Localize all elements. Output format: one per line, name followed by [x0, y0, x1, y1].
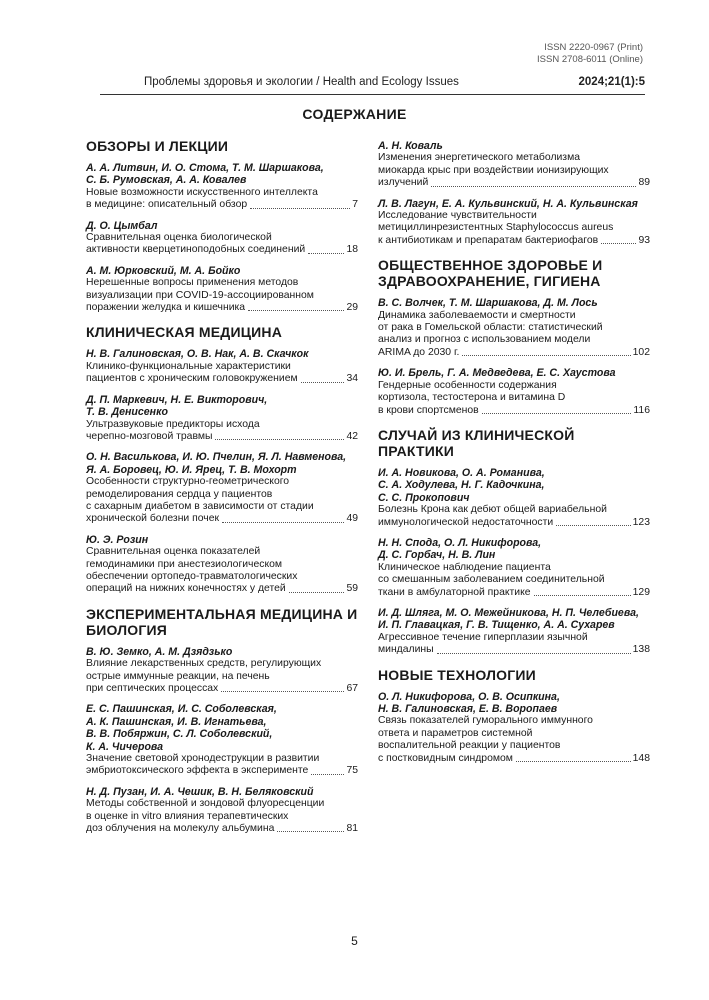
contents-title: СОДЕРЖАНИЕ	[302, 106, 407, 122]
entry-authors: Д. П. Маркевич, Н. Е. Викторович,	[86, 393, 268, 406]
entry-title-line: доз облучения на молекулу альбумина	[86, 823, 275, 835]
entry-title-line: Болезнь Крона как дебют общей вариабельной	[378, 504, 607, 516]
dot-leader	[482, 413, 632, 414]
issn-block	[537, 42, 643, 66]
entry-title-line: Особенности структурно-геометрического	[86, 476, 290, 488]
entry-title-line: в оценке in vitro влияния терапевтических	[86, 810, 289, 822]
journal-title: Проблемы здоровья и экологии / Health and Ecology Issues	[144, 76, 459, 88]
entry-title-line: Клинико-функциональные характеристики	[86, 360, 291, 372]
entry-last-line-row	[86, 513, 358, 525]
section-title: ОБЗОРЫ И ЛЕКЦИИ	[86, 138, 229, 154]
entry-authors: И. П. Главацкая, Г. В. Тищенко, А. А. Сухарев	[378, 619, 615, 632]
entry-authors: В. Ю. Земко, А. М. Дзядзько	[86, 645, 233, 658]
entry-authors: С. С. Прокопович	[378, 491, 470, 504]
entry-title-line: хронической болезни почек	[86, 513, 220, 525]
entry-title-line: в медицине: описательный обзор	[86, 199, 248, 211]
entry-last-line-row	[378, 177, 650, 189]
entry-page-number: 67	[346, 683, 358, 694]
entry-title-line: поражении желудка и кишечника	[86, 302, 246, 314]
page-number: 5	[351, 934, 358, 948]
dot-leader	[462, 355, 630, 356]
entry-authors: А. М. Юрковский, М. А. Бойко	[86, 264, 241, 277]
entry-title-line: Клиническое наблюдение пациента	[378, 561, 551, 573]
entry-last-line-row	[378, 405, 650, 417]
entry-page-number: 59	[346, 583, 358, 595]
entry-title-line: Сравнительная оценка показателей	[86, 546, 261, 558]
entry-page-number: 138	[632, 644, 650, 656]
entry-authors: С. А. Ходулева, Н. Г. Кадочкина,	[378, 479, 545, 492]
entry-title-line: обеспечении ортопедо-травматологических	[86, 570, 298, 582]
entry-authors: Н. Н. Спода, О. Л. Никифорова,	[378, 536, 542, 549]
entry-authors: А. Н. Коваль	[378, 140, 443, 152]
entry-page-number: 49	[346, 513, 358, 525]
entry-last-line-row	[86, 765, 358, 777]
entry-title-line: Методы собственной и зондовой флуоресценции	[86, 798, 325, 810]
entry-last-line-row	[86, 244, 358, 256]
entry-authors: С. Б. Румовская, А. А. Ковалев	[86, 174, 247, 187]
entry-title-line: пациентов с хроническим головокружением	[86, 373, 298, 385]
section-title: СЛУЧАЙ ИЗ КЛИНИЧЕСКОЙ ПРАКТИКИ	[378, 426, 575, 459]
dot-leader	[437, 653, 631, 654]
toc-entry[interactable]	[86, 220, 358, 257]
entry-authors: И. А. Новикова, О. А. Романива,	[378, 466, 545, 479]
entry-title-line: Исследование чувствительности	[378, 210, 537, 222]
entry-title-line: острые иммунные реакции, на печень	[86, 670, 270, 682]
entry-last-line-row	[378, 235, 650, 247]
entry-title-line: воспалительной реакции у пациентов	[378, 740, 561, 752]
entry-title-line: Сравнительная оценка биологической	[86, 232, 272, 244]
toc-entry[interactable]	[86, 646, 358, 696]
entry-page-number: 81	[346, 823, 358, 835]
toc-entry[interactable]	[86, 348, 358, 385]
entry-title-line: к антибиотикам и препаратам бактериофагов	[378, 234, 599, 246]
toc-entry[interactable]	[86, 451, 358, 525]
dot-leader	[534, 595, 631, 596]
entry-title-line: при септических процессах	[86, 683, 219, 694]
contents-right-column	[378, 140, 650, 773]
entry-last-line-row	[86, 302, 358, 314]
entry-last-line-row	[86, 373, 358, 385]
entry-title-line: от рака в Гомельской области: статистический	[378, 322, 603, 334]
entry-title-line: миокарда крыс при воздействии ионизирующих	[378, 164, 609, 176]
entry-last-line-row	[378, 347, 650, 359]
contents-section	[86, 138, 358, 314]
entry-authors: А. К. Пашинская, И. В. Игнатьева,	[86, 715, 267, 728]
entry-title-line: ARIMA до 2030 г.	[378, 346, 460, 358]
toc-entry[interactable]	[378, 537, 650, 599]
entry-authors: Ю. И. Брель, Г. А. Медведева, Е. С. Хаустова	[378, 367, 616, 380]
entry-title-line: Новые возможности искусственного интеллекта	[86, 186, 318, 198]
entry-title-line: активности кверцетиноподобных соединений	[86, 244, 306, 256]
toc-entry[interactable]	[86, 534, 358, 596]
entry-page-number: 102	[632, 346, 650, 358]
issue-number: 2024;21(1):5	[578, 76, 645, 88]
toc-entry[interactable]	[378, 367, 650, 417]
entry-authors: О. Н. Василькова, И. Ю. Пчелин, Я. Л. Навменова,	[86, 451, 347, 464]
entry-authors: Н. Д. Пузан, И. А. Чешик, В. Н. Беляковский	[86, 785, 314, 798]
entry-authors: Д. С. Горбач, Н. В. Лин	[378, 549, 496, 562]
entry-authors: Т. В. Денисенко	[86, 406, 168, 419]
toc-entry[interactable]	[86, 394, 358, 444]
entry-title-line: Гендерные особенности содержания	[378, 379, 557, 391]
entry-title-line: ответа и параметров системной	[378, 727, 533, 739]
entry-authors: Н. В. Галиновская, Е. В. Воропаев	[378, 703, 558, 715]
entry-page-number: 29	[346, 302, 358, 314]
toc-entry[interactable]	[378, 467, 650, 529]
entry-title-line: с сахарным диабетом в зависимости от стадии	[86, 500, 314, 512]
entry-title-line: Нерешенные вопросы применения методов	[86, 277, 299, 289]
toc-entry[interactable]	[378, 297, 650, 359]
dot-leader	[250, 208, 350, 209]
entry-authors: А. А. Литвин, И. О. Стома, Т. М. Шаршакова,	[86, 162, 324, 174]
section-title: НОВЫЕ ТЕХНОЛОГИИ	[378, 666, 536, 683]
toc-entry[interactable]	[86, 786, 358, 836]
toc-entry[interactable]	[378, 198, 650, 248]
entry-last-line-row	[86, 823, 358, 835]
entry-title-line: анализ и прогноз с использованием модели	[378, 334, 591, 346]
entry-page-number: 93	[638, 234, 650, 246]
entry-title-line: Агрессивное течение гиперплазии язычной	[378, 631, 588, 643]
dot-leader	[248, 310, 344, 311]
entry-last-line-row	[86, 199, 358, 211]
dot-leader	[311, 774, 344, 775]
entry-page-number: 42	[346, 430, 358, 442]
entry-page-number: 7	[352, 199, 358, 211]
contents-section	[378, 257, 650, 417]
toc-entry[interactable]	[378, 140, 650, 190]
journal-header-bar	[100, 72, 645, 95]
toc-entry[interactable]	[378, 607, 650, 657]
dot-leader	[601, 243, 636, 244]
entry-authors: О. Л. Никифорова, О. В. Осипкина,	[378, 690, 560, 703]
entry-authors: В. С. Волчек, Т. М. Шаршакова, Д. М. Лось	[378, 297, 598, 310]
entry-title-line: Связь показателей гуморального иммунного	[378, 715, 593, 727]
entry-last-line-row	[378, 587, 650, 599]
entry-authors: Е. С. Пашинская, И. С. Соболевская,	[86, 703, 277, 716]
entry-authors: К. А. Чичерова	[86, 740, 164, 753]
entry-last-line-row	[378, 753, 650, 765]
contents-section	[86, 324, 358, 595]
contents-section	[86, 606, 358, 836]
entry-title-line: со смешанным заболеванием соединительной	[378, 574, 605, 586]
dot-leader	[215, 439, 344, 440]
entry-title-line: черепно-мозговой травмы	[86, 430, 213, 442]
toc-entry[interactable]	[86, 703, 358, 777]
entry-authors: Н. В. Галиновская, О. В. Нак, А. В. Скачкок	[86, 348, 309, 361]
contents-section	[378, 667, 650, 765]
entry-authors: И. Д. Шляга, М. О. Межейникова, Н. П. Челебиева,	[378, 606, 639, 619]
entry-title-line: иммунологической недостаточности	[378, 516, 554, 528]
entry-title-line: гемодинамики при анестезиологическом	[86, 558, 283, 570]
entry-title-line: Ультразвуковые предикторы исхода	[86, 418, 260, 430]
dot-leader	[289, 592, 345, 593]
entry-title-line: кортизола, тестостерона и витамина D	[378, 392, 566, 404]
contents-left-column	[86, 128, 358, 843]
entry-last-line-row	[86, 583, 358, 595]
section-title: ОБЩЕСТВЕННОЕ ЗДОРОВЬЕ И ЗДРАВООХРАНЕНИЕ, ГИГИЕНА	[378, 257, 603, 290]
entry-last-line-row	[378, 644, 650, 656]
entry-page-number: 129	[632, 586, 650, 598]
dot-leader	[516, 761, 631, 762]
entry-title-line: миндалины	[378, 644, 434, 656]
entry-title-line: излучений	[378, 177, 429, 189]
entry-page-number: 75	[346, 765, 358, 777]
entry-title-line: Влияние лекарственных средств, регулирующих	[86, 658, 322, 670]
entry-last-line-row	[378, 517, 650, 529]
entry-authors: В. В. Побяржин, С. Л. Соболевский,	[86, 728, 273, 741]
entry-page-number: 18	[346, 244, 358, 256]
entry-title-line: Значение световой хронодеструкции в развитии	[86, 753, 320, 765]
dot-leader	[431, 186, 636, 187]
entry-authors: Л. В. Лагун, Е. А. Кульвинский, Н. А. Кульвинская	[378, 197, 638, 210]
entry-title-line: операций на нижних конечностях у детей	[86, 583, 286, 595]
toc-entry[interactable]	[378, 691, 650, 765]
contents-section	[378, 140, 650, 247]
entry-page-number: 116	[633, 404, 650, 416]
entry-title-line: ремоделирования сердца у пациентов	[86, 488, 273, 500]
issn-online: ISSN 2708-6011 (Online)	[537, 54, 643, 65]
entry-authors: Ю. Э. Розин	[86, 533, 149, 546]
entry-title-line: визуализации при COVID-19-ассоциированном	[86, 289, 314, 301]
entry-page-number: 148	[632, 752, 650, 764]
dot-leader	[222, 522, 344, 523]
dot-leader	[308, 253, 344, 254]
entry-title-line: Изменения энергетического метаболизма	[378, 152, 580, 164]
entry-title-line: метициллинрезистентных Staphylococcus aureus	[378, 222, 614, 234]
dot-leader	[221, 691, 344, 692]
entry-page-number: 34	[346, 373, 358, 385]
section-title: КЛИНИЧЕСКАЯ МЕДИЦИНА	[86, 324, 283, 341]
entry-page-number: 123	[632, 516, 650, 528]
dot-leader	[277, 831, 344, 832]
entry-title-line: в крови спортсменов	[378, 404, 479, 416]
dot-leader	[301, 382, 345, 383]
issn-print: ISSN 2220-0967 (Print)	[544, 42, 643, 53]
contents-section	[378, 427, 650, 657]
entry-page-number: 89	[638, 177, 650, 189]
entry-title-line: эмбриотоксического эффекта в эксперименте	[86, 765, 309, 777]
toc-entry[interactable]	[86, 265, 358, 315]
entry-authors: Я. А. Боровец, Ю. И. Ярец, Т. В. Мохорт	[86, 463, 297, 476]
entry-title-line: с постковидным синдромом	[378, 752, 513, 764]
dot-leader	[556, 525, 630, 526]
entry-authors: Д. О. Цымбал	[86, 219, 158, 232]
toc-entry[interactable]	[86, 162, 358, 212]
section-title: ЭКСПЕРИМЕНТАЛЬНАЯ МЕДИЦИНА И БИОЛОГИЯ	[86, 605, 358, 638]
entry-last-line-row	[86, 431, 358, 443]
entry-title-line: ткани в амбулаторной практике	[378, 586, 531, 598]
entry-title-line: Динамика заболеваемости и смертности	[378, 309, 576, 321]
entry-last-line-row	[86, 683, 358, 695]
